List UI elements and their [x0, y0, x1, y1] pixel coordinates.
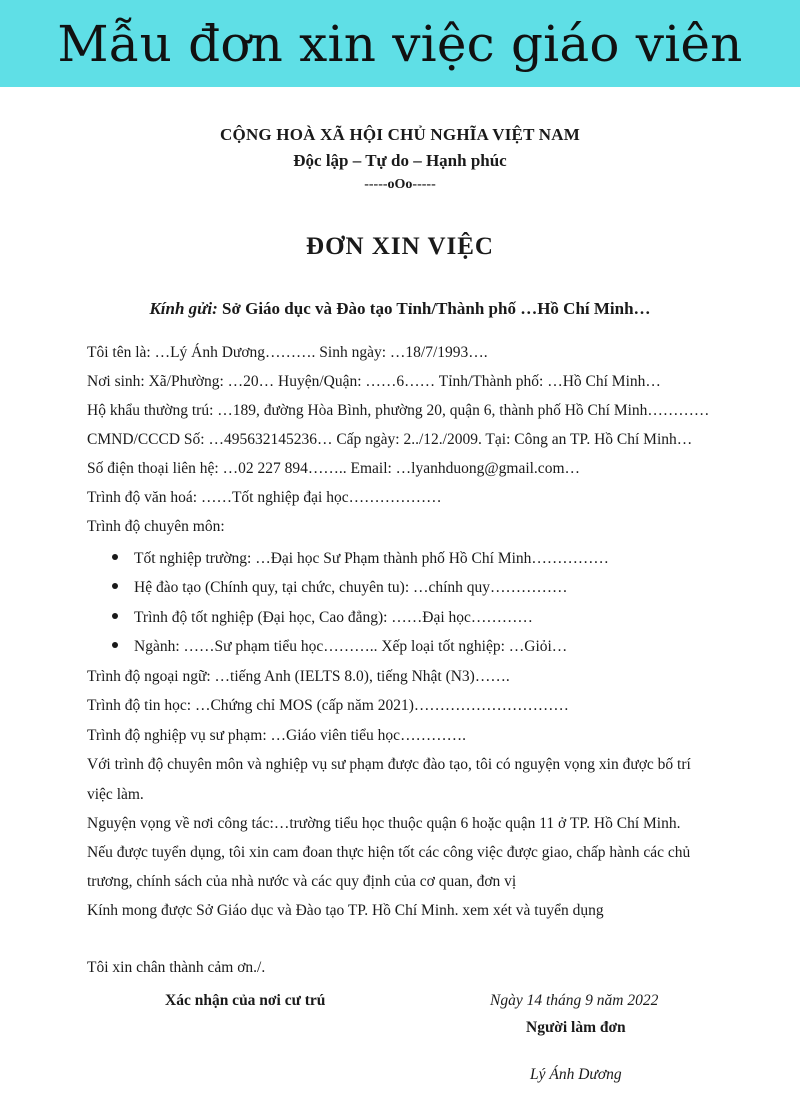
bullet-icon	[112, 583, 118, 589]
application-document	[0, 87, 800, 1100]
applicant-signature-name: Lý Ánh Dương	[530, 1066, 622, 1083]
residence-confirmation-label: Xác nhận của nơi cư trú	[165, 992, 326, 1009]
bullet-item	[112, 550, 609, 568]
closing-line: Tôi xin chân thành cảm ơn./.	[87, 959, 266, 976]
signature-date: Ngày 14 tháng 9 năm 2022	[490, 992, 659, 1009]
header-divider: -----oOo-----	[364, 177, 436, 192]
recipient-value: Sở Giáo dục và Đào tạo Tỉnh/Thành phố …Hồ Chí Minh…	[217, 299, 651, 318]
line-birthplace: Nơi sinh: Xã/Phường: …20… Huyện/Quận: ……6…… Tỉnh/Thành phố: …Hồ Chí Minh…	[87, 373, 661, 390]
line-contact: Số điện thoại liên hệ: …02 227 894…….. Email: …lyanhduong@gmail.com…	[87, 460, 580, 477]
line-paragraph: Kính mong được Sở Giáo dục và Đào tạo TP. Hồ Chí Minh. xem xét và tuyển dụng	[87, 902, 604, 919]
bullet-text: Tốt nghiệp trường: …Đại học Sư Phạm thành phố Hồ Chí Minh……………	[134, 550, 609, 567]
title-banner	[0, 0, 800, 87]
line-specialty-heading: Trình độ chuyên môn:	[87, 518, 225, 535]
bullet-text: Trình độ tốt nghiệp (Đại học, Cao đẳng): ……Đại học…………	[134, 609, 533, 626]
bullet-item	[112, 579, 568, 597]
bullet-icon	[112, 554, 118, 560]
bullet-item	[112, 609, 533, 627]
bullet-item	[112, 638, 567, 656]
bullet-icon	[112, 613, 118, 619]
applicant-role: Người làm đơn	[526, 1019, 626, 1036]
line-paragraph: Nguyện vọng về nơi công tác:…trường tiểu học thuộc quận 6 hoặc quận 11 ở TP. Hồ Chí Minh.	[87, 815, 681, 832]
recipient	[0, 299, 800, 319]
line-paragraph: Với trình độ chuyên môn và nghiệp vụ sư phạm được đào tạo, tôi có nguyện vọng xin được bố trí	[87, 756, 691, 773]
line-paragraph: trương, chính sách của nhà nước và các quy định của cơ quan, đơn vị	[87, 873, 517, 890]
line-name: Tôi tên là: …Lý Ánh Dương………. Sinh ngày: …18/7/1993….	[87, 344, 488, 361]
line-paragraph: việc làm.	[87, 786, 144, 803]
line-paragraph: Nếu được tuyển dụng, tôi xin cam đoan thực hiện tốt các công việc được giao, chấp hành các chủ	[87, 844, 691, 861]
document-title: ĐƠN XIN VIỆC	[306, 233, 494, 260]
line-id-card: CMND/CCCD Số: …495632145236… Cấp ngày: 2../12./2009. Tại: Công an TP. Hồ Chí Minh…	[87, 431, 693, 448]
national-motto: Độc lập – Tự do – Hạnh phúc	[293, 151, 507, 170]
line-education: Trình độ văn hoá: ……Tốt nghiệp đại học………………	[87, 489, 442, 506]
banner-title: Mẫu đơn xin việc giáo viên	[57, 14, 743, 73]
line-residence: Hộ khẩu thường trú: …189, đường Hòa Bình, phường 20, quận 6, thành phố Hồ Chí Minh…………	[87, 402, 710, 419]
national-header: CỘNG HOÀ XÃ HỘI CHỦ NGHĨA VIỆT NAM	[220, 125, 580, 144]
line-it-skills: Trình độ tin học: …Chứng chỉ MOS (cấp năm 2021)…………………………	[87, 697, 569, 714]
bullet-text: Hệ đào tạo (Chính quy, tại chức, chuyên tu): …chính quy……………	[134, 579, 568, 596]
bullet-text: Ngành: ……Sư phạm tiểu học……….. Xếp loại tốt nghiệp: …Giỏi…	[134, 638, 568, 655]
bullet-icon	[112, 642, 118, 648]
recipient-label: Kính gửi:	[149, 299, 218, 318]
line-pedagogy: Trình độ nghiệp vụ sư phạm: …Giáo viên tiểu học………….	[87, 727, 466, 744]
line-foreign-language: Trình độ ngoại ngữ: …tiếng Anh (IELTS 8.0), tiếng Nhật (N3)…….	[87, 668, 510, 685]
